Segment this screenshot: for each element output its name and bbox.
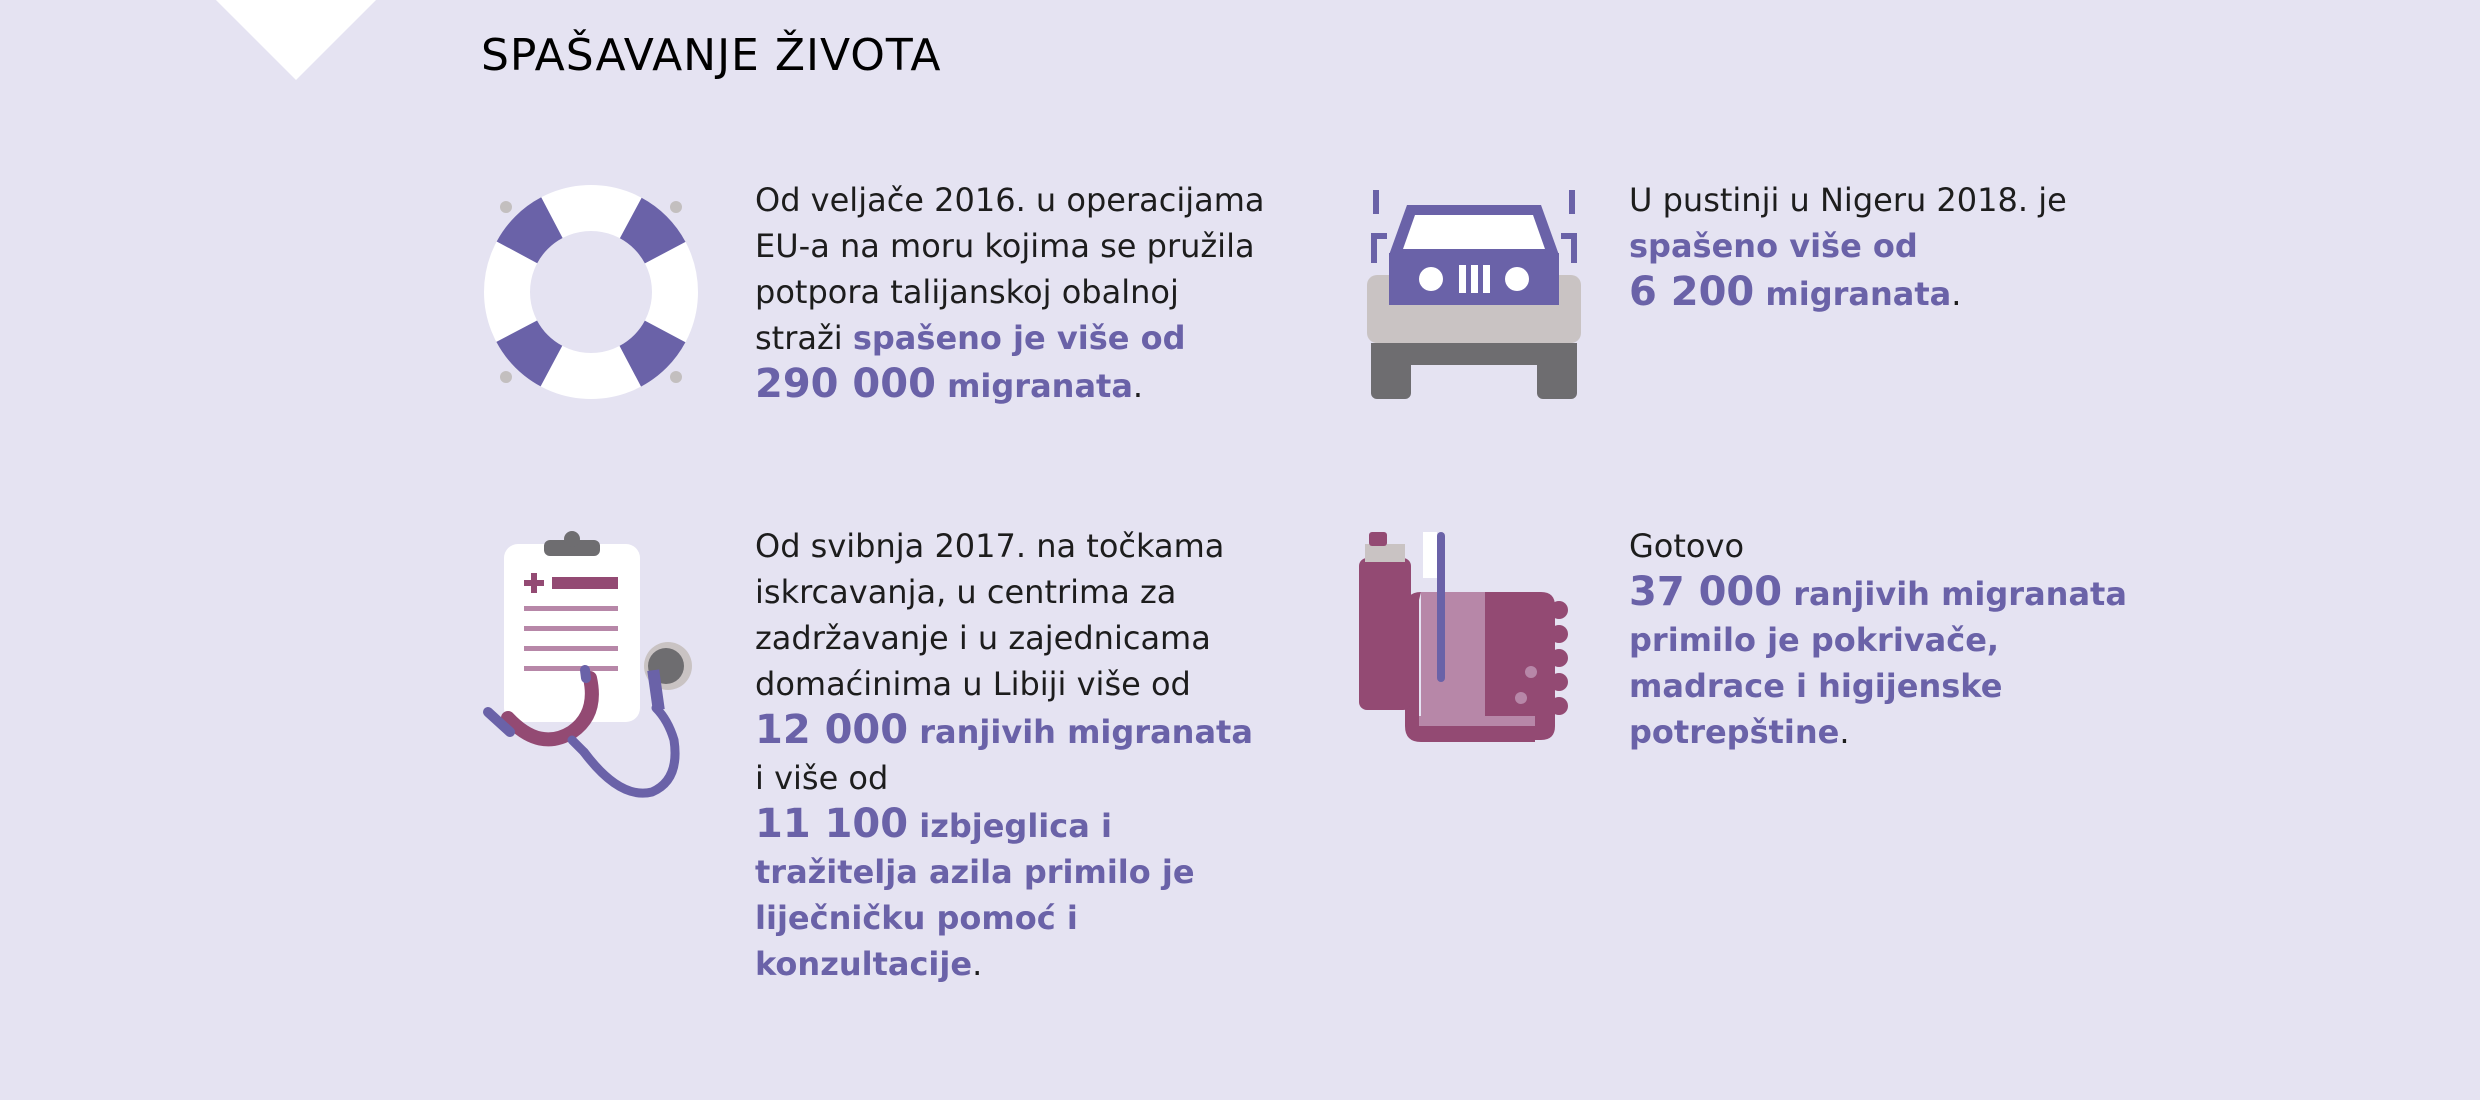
lifebuoy-icon	[484, 185, 698, 399]
item-text-sea-rescue: Od veljače 2016. u operacijama EU-a na moru kojima se pružila potpora talijanskoj obalnoj straži spašeno je više od 290 000 migranata.	[755, 181, 1265, 407]
item-text-niger-rescue: U pustinji u Nigeru 2018. je spašeno više od 6 200 migranata.	[1629, 181, 2067, 315]
decorative-notch	[214, 0, 378, 80]
blanket-hygiene-kit-icon	[1355, 530, 1575, 750]
stat-number: 6 200	[1629, 269, 1755, 315]
stat-number: 11 100	[755, 801, 909, 847]
page-title: SPAŠAVANJE ŽIVOTA	[481, 30, 942, 81]
medical-clipboard-stethoscope-icon	[480, 530, 700, 810]
item-text-medical-aid: Od svibnja 2017. na točkama iskrcavanja, u centrima za zadržavanje i u zajednicama domaćinima u Libiji više od 12 000 ranjivih migranata i više od 11 100 izbjeglica i tražitelja azila primilo je liječničku pomoć i konzultacije.	[755, 527, 1253, 983]
stat-number: 290 000	[755, 361, 936, 407]
stat-number: 12 000	[755, 707, 909, 753]
stat-number: 37 000	[1629, 569, 1783, 615]
jeep-icon	[1367, 185, 1581, 403]
item-text-blankets: Gotovo 37 000 ranjivih migranata primilo je pokrivače, madrace i higijenske potrepštine.	[1629, 527, 2127, 751]
